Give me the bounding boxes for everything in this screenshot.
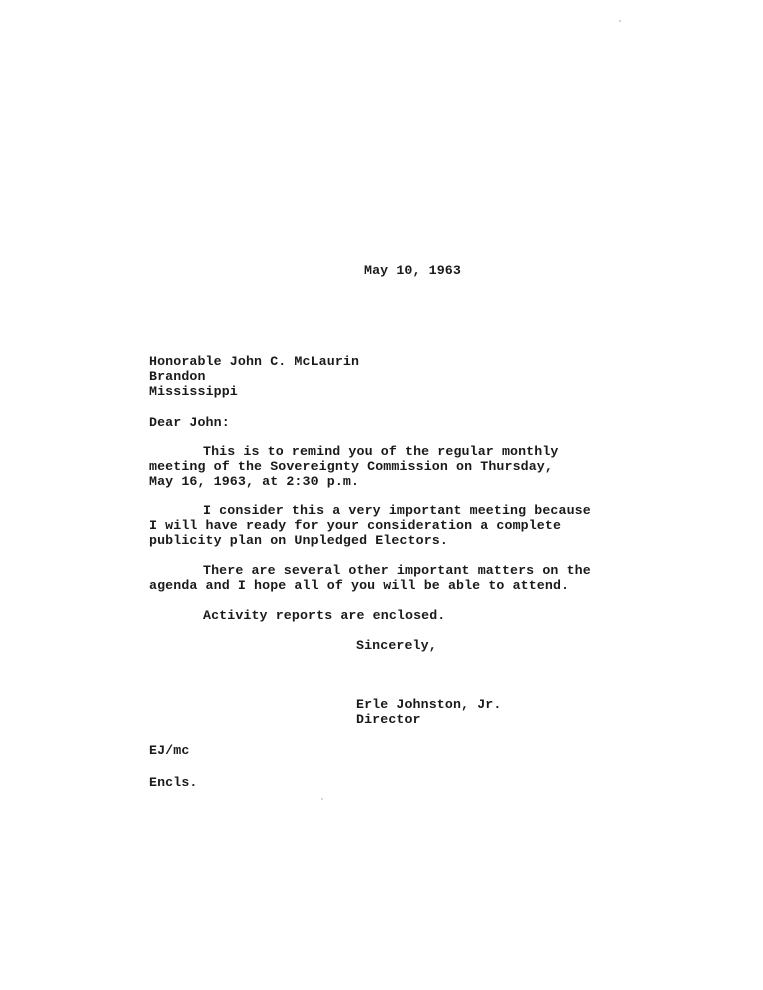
salutation: Dear John: xyxy=(149,415,230,430)
scan-edge-marks xyxy=(0,0,62,4)
enclosures-note: Encls. xyxy=(149,775,198,790)
paragraph-1-line-3: May 16, 1963, at 2:30 p.m. xyxy=(149,474,360,489)
paragraph-4-line-1: Activity reports are enclosed. xyxy=(203,608,446,623)
paragraph-2-line-1: I consider this a very important meeting because xyxy=(203,503,591,518)
scan-speck xyxy=(619,20,621,22)
paragraph-3-line-2: agenda and I hope all of you will be able to attend. xyxy=(149,578,570,593)
paragraph-3-line-1: There are several other important matters on the xyxy=(203,563,591,578)
recipient-state: Mississippi xyxy=(149,384,238,399)
scan-speck xyxy=(321,798,323,800)
reference-initials: EJ/mc xyxy=(149,743,190,758)
recipient-name: Honorable John C. McLaurin xyxy=(149,354,360,369)
paragraph-1-line-1: This is to remind you of the regular monthly xyxy=(203,444,559,459)
recipient-city: Brandon xyxy=(149,369,206,384)
letter-date: May 10, 1963 xyxy=(364,263,461,278)
paragraph-1-line-2: meeting of the Sovereignty Commission on Thursday, xyxy=(149,459,553,474)
signer-title: Director xyxy=(356,712,421,727)
paragraph-2-line-3: publicity plan on Unpledged Electors. xyxy=(149,533,448,548)
signer-name: Erle Johnston, Jr. xyxy=(356,697,502,712)
paragraph-2-line-2: I will have ready for your consideration a complete xyxy=(149,518,562,533)
closing: Sincerely, xyxy=(356,638,437,653)
